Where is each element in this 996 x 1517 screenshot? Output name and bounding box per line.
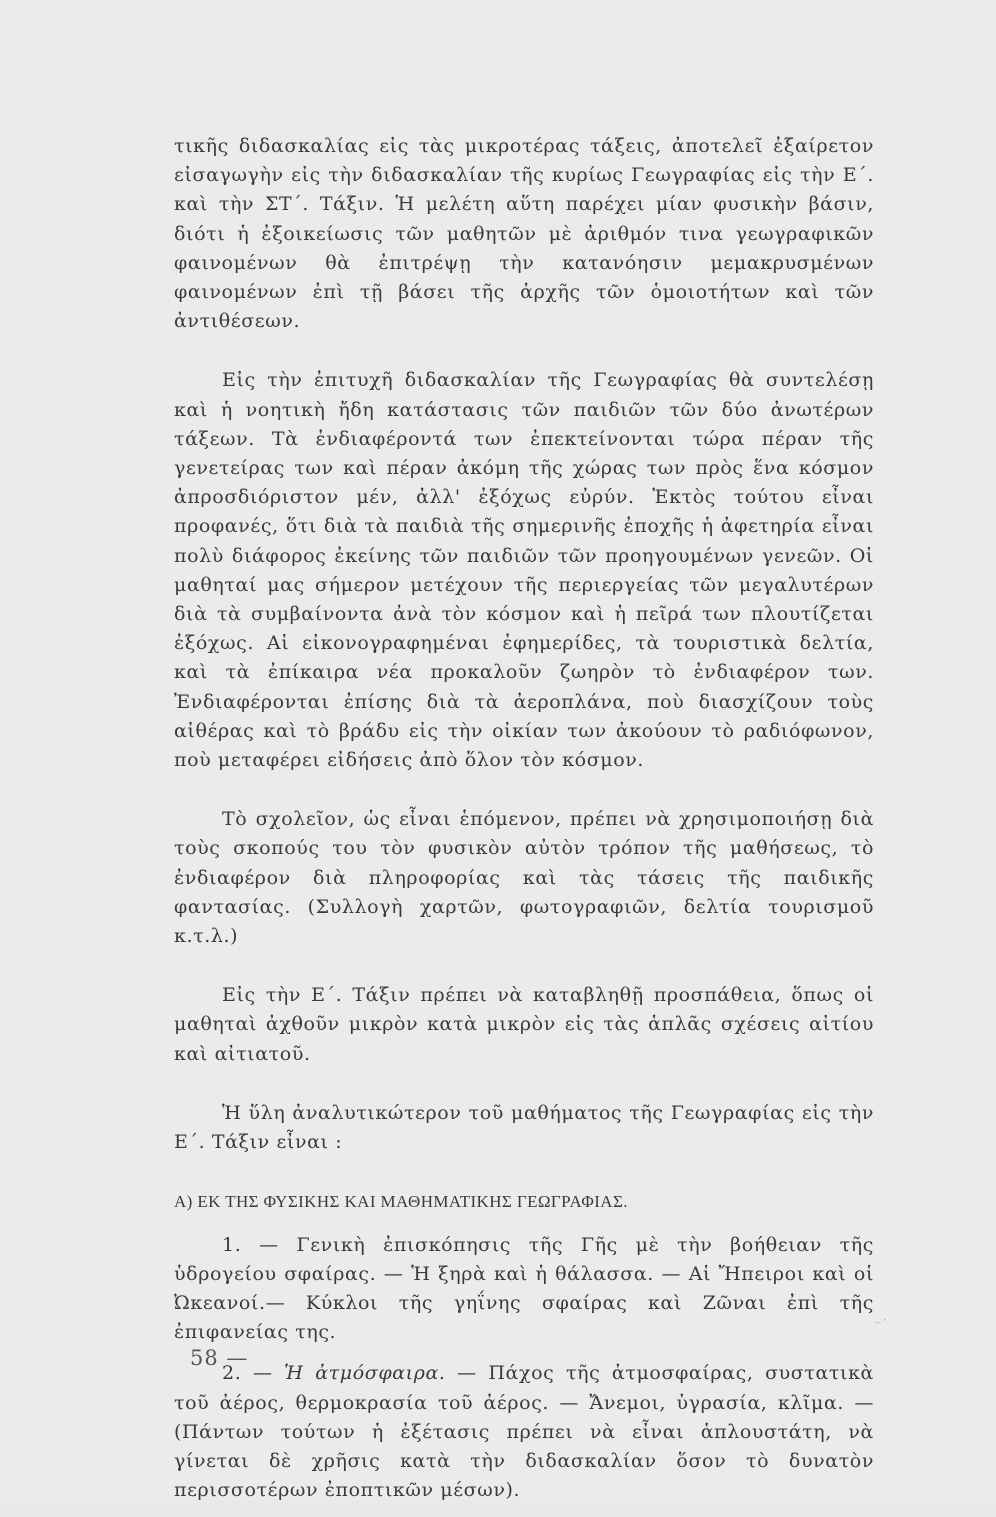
paragraph-4: Εἰς τὴν Ε΄. Τάξιν πρέπει νὰ καταβληθῇ προσπάθεια, ὅπως οἱ μαθηταὶ ἀχθοῦν μικρὸν κατὰ μικρὸν εἰς τὰς ἁπλᾶς σχέσεις αἰτίου καὶ αἰτιατοῦ. [174,984,874,1065]
paragraph-2: Εἰς τὴν ἐπιτυχῆ διδασκαλίαν τῆς Γεωγραφίας θὰ συντελέσῃ καὶ ἡ νοητικὴ ἤδη κατάστασις τῶν παιδιῶν τῶν δύο ἀνωτέρων τάξεων. Τὰ ἐνδιαφέροντά των ἐπεκτείνονται τώρα πέραν τῆς γενετείρας των καὶ πέραν ἀκόμη τῆς χώρας των πρὸς ἕνα κόσμον ἀπροσδιόριστον μέν, ἀλλ' ἐξόχως εὐρύν. Ἐκτὸς τούτου εἶναι προφανές, ὅτι διὰ τὰ παιδιὰ τῆς σημερινῆς ἐποχῆς ἡ ἀφετηρία εἶναι πολὺ διάφορος ἐκείνης τῶν παιδιῶν τῶν προηγουμένων γενεῶν. Οἱ μαθηταί μας σήμερον μετέχουν τῆς περιεργείας τῶν μεγαλυτέρων διὰ τὰ συμβαίνοντα ἀνὰ τὸν κόσμον καὶ ἡ πεῖρά των πλουτίζεται ἐξόχως. Αἱ εἰκονογραφημέναι ἐφημερίδες, τὰ τουριστικὰ δελτία, καὶ τὰ ἐπίκαιρα νέα προκαλοῦν ζωηρὸν τὸ ἐνδιαφέρον των. Ἐνδιαφέρονται ἐπίσης διὰ τὰ ἀεροπλάνα, ποὺ διασχίζουν τοὺς αἰθέρας καὶ τὸ βράδυ εἰς τὴν οἰκίαν των ἀκούουν τὸ ραδιόφωνον, ποὺ μεταφέρει εἰδήσεις ἀπὸ ὅλον τὸν κόσμον. [174,369,874,772]
ink-mark-icon: ⁻˙ [874,1318,889,1334]
list-item-2-prefix: 2. — [222,1362,285,1385]
page-number: 58 — [190,1346,249,1370]
section-heading: Α) ΕΚ ΤΗΣ ΦΥΣΙΚΗΣ ΚΑΙ ΜΑΘΗΜΑΤΙΚΗΣ ΓΕΩΓΡΑΦΙΑΣ. [174,1192,628,1212]
list-item-2-title: Ἡ ἀτμόσφαιρα. [284,1362,446,1385]
paragraph-3: Τὸ σχολεῖον, ὡς εἶναι ἑπόμενον, πρέπει νὰ χρησιμοποιήσῃ διὰ τοὺς σκοπούς του τὸν φυσικὸν αὐτὸν τρόπον τῆς μαθήσεως, τὸ ἐνδιαφέρον διὰ πληροφορίας καὶ τὰς τάσεις τῆς παιδικῆς φαντασίας. (Συλλογὴ χαρτῶν, φωτογραφιῶν, δελτία τουρισμοῦ κ.τ.λ.) [174,808,874,948]
list-item-1-prefix: 1. — [222,1233,297,1256]
list-item-1 [174,1231,874,1348]
paragraph-1: τικῆς διδασκαλίας εἰς τὰς μικροτέρας τάξεις, ἀποτελεῖ ἐξαίρετον εἰσαγωγὴν εἰς τὴν διδασκαλίαν τῆς κυρίως Γεωγραφίας εἰς τὴν Ε΄. καὶ τὴν ΣΤ΄. Τάξιν. Ἡ μελέτη αὕτη παρέχει μίαν φυσικὴν βάσιν, διότι ἡ ἐξοικείωσις τῶν μαθητῶν μὲ ἀριθμόν τινα γεωγραφικῶν φαινομένων θὰ ἐπιτρέψῃ τὴν κατανόησιν μεμακρυσμένων φαινομένων ἐπὶ τῇ βάσει τῆς ἀρχῆς τῶν ὁμοιοτήτων καὶ τῶν ἀντιθέσεων. [174,135,874,333]
paragraph-5: Ἡ ὕλη ἀναλυτικώτερον τοῦ μαθήματος τῆς Γεωγραφίας εἰς τὴν Ε΄. Τάξιν εἶναι : [174,1101,874,1154]
page-body [174,132,874,1517]
list-item-1-text: Γενικὴ ἐπισκόπησις τῆς Γῆς μὲ τὴν βοήθειαν τῆς ὑδρογείου σφαίρας. — Ἡ ξηρὰ καὶ ἡ θάλασσα. — Αἱ Ἤπειροι καὶ οἱ Ὠκεανοί.— Κύκλοι τῆς γηΐνης σφαίρας καὶ Ζῶναι ἐπὶ τῆς ἐπιφανείας της. [174,1233,874,1344]
list-item-2 [174,1359,874,1505]
list-item-2-text: — Πάχος τῆς ἀτμοσφαίρας, συστατικὰ τοῦ ἀέρος, θερμοκρασία τοῦ ἀέρος. — Ἄνεμοι, ὑγρασία, κλῖμα. — (Πάντων τούτων ἡ ἐξέτασις πρέπει νὰ εἶναι ἁπλουστάτη, νὰ γίνεται δὲ χρῆσις κατὰ τὴν διδασκαλίαν ὅσον τὸ δυνατὸν περισσοτέρων ἐποπτικῶν μέσων). [174,1362,874,1502]
